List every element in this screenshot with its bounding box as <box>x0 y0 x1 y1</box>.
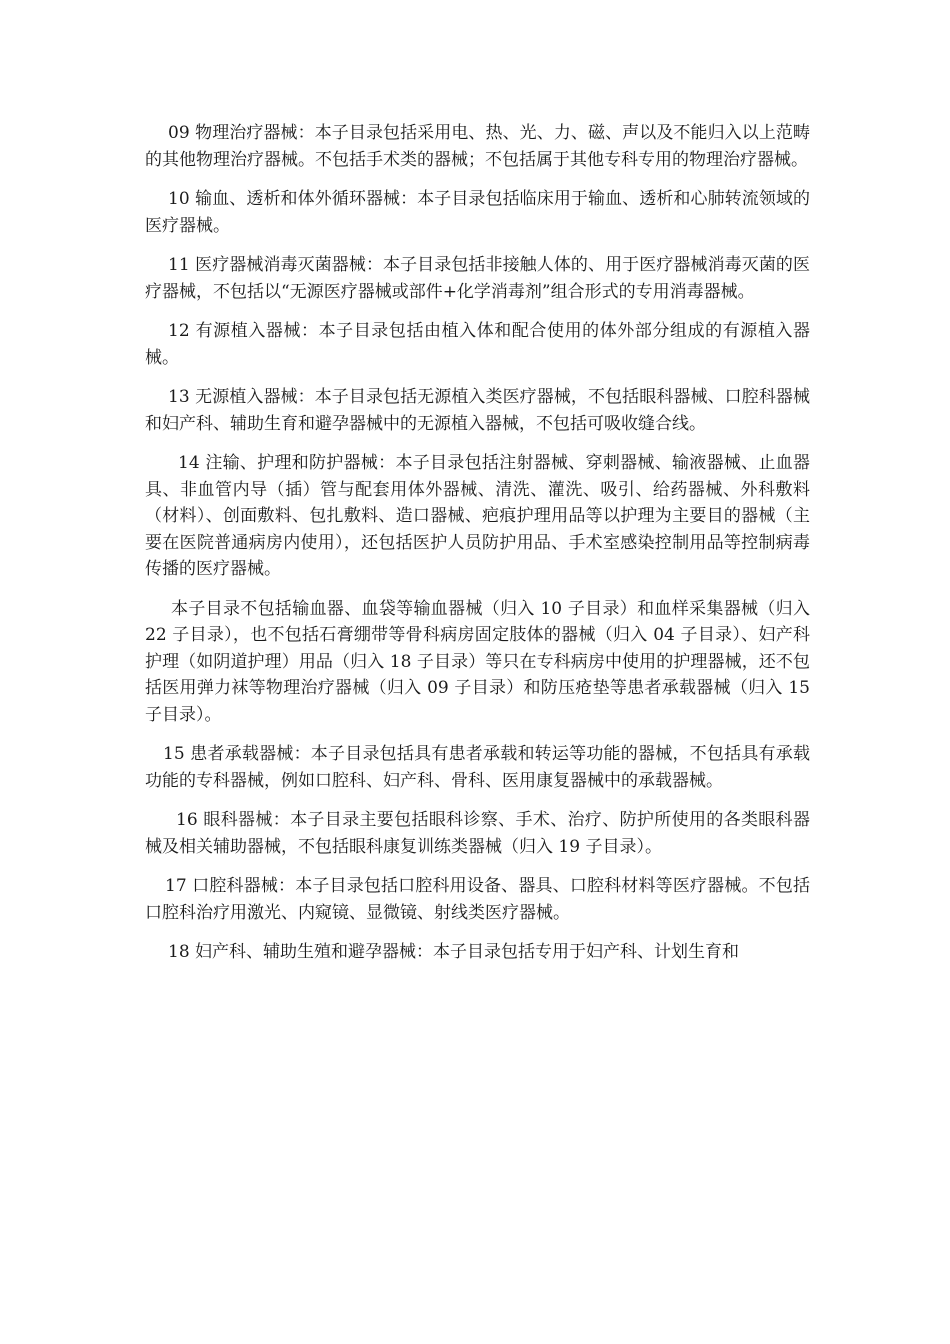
paragraph-14-exclusions: 本子目录不包括输血器、血袋等输血器械（归入 10 子目录）和血样采集器械（归入 22 子目录），也不包括石膏绷带等骨科病房固定肢体的器械（归入 04 子目录）、妇产科护理（如阴道护理）用品（归入 18 子目录）等只在专科病房中使用的护理器械，还不包括医用弹力袜等物理治疗器械（归入 09 子目录）和防压疮垫等患者承载器械（归入 15 子目录）。 <box>145 598 810 725</box>
paragraph-17-dental: 17 口腔科器械：本子目录包括口腔科用设备、器具、口腔科材料等医疗器械。不包括口腔科治疗用激光、内窥镜、显微镜、射线类医疗器械。 <box>145 876 810 923</box>
paragraph-12-active-implant: 12 有源植入器械：本子目录包括由植入体和配合使用的体外部分组成的有源植入器械。 <box>145 321 810 368</box>
paragraph-14-infusion-nursing: 14 注输、护理和防护器械：本子目录包括注射器械、穿刺器械、输液器械、止血器具、非血管内导（插）管与配套用体外器械、清洗、灌洗、吸引、给药器械、外科敷料（材料）、创面敷料、包扎敷料、造口器械、疤痕护理用品等以护理为主要目的器械（主要在医院普通病房内使用），还包括医护人员防护用品、手术室感染控制用品等控制病毒传播的医疗器械。 <box>145 453 810 579</box>
paragraph-15-patient-carrier: 15 患者承载器械：本子目录包括具有患者承载和转运等功能的器械，不包括具有承载功能的专科器械，例如口腔科、妇产科、骨科、医用康复器械中的承载器械。 <box>145 744 810 791</box>
paragraph-16-ophthalmic: 16 眼科器械：本子目录主要包括眼科诊察、手术、治疗、防护所使用的各类眼科器械及相关辅助器械，不包括眼科康复训练类器械（归入 19 子目录）。 <box>145 810 810 857</box>
paragraph-13-passive-implant: 13 无源植入器械：本子目录包括无源植入类医疗器械，不包括眼科器械、口腔科器械和妇产科、辅助生育和避孕器械中的无源植入器械，不包括可吸收缝合线。 <box>145 387 810 434</box>
paragraph-10-transfusion-dialysis: 10 输血、透析和体外循环器械：本子目录包括临床用于输血、透析和心肺转流领域的医疗器械。 <box>145 189 810 236</box>
paragraph-09-physical-therapy: 09 物理治疗器械：本子目录包括采用电、热、光、力、磁、声以及不能归入以上范畴的其他物理治疗器械。不包括手术类的器械；不包括属于其他专科专用的物理治疗器械。 <box>145 123 810 170</box>
document-body <box>145 120 810 979</box>
paragraph-11-disinfection: 11 医疗器械消毒灭菌器械：本子目录包括非接触人体的、用于医疗器械消毒灭菌的医疗器械，不包括以“无源医疗器械或部件+化学消毒剂”组合形式的专用消毒器械。 <box>145 255 810 302</box>
paragraph-18-obstetrics: 18 妇产科、辅助生殖和避孕器械：本子目录包括专用于妇产科、计划生育和 <box>168 942 740 962</box>
